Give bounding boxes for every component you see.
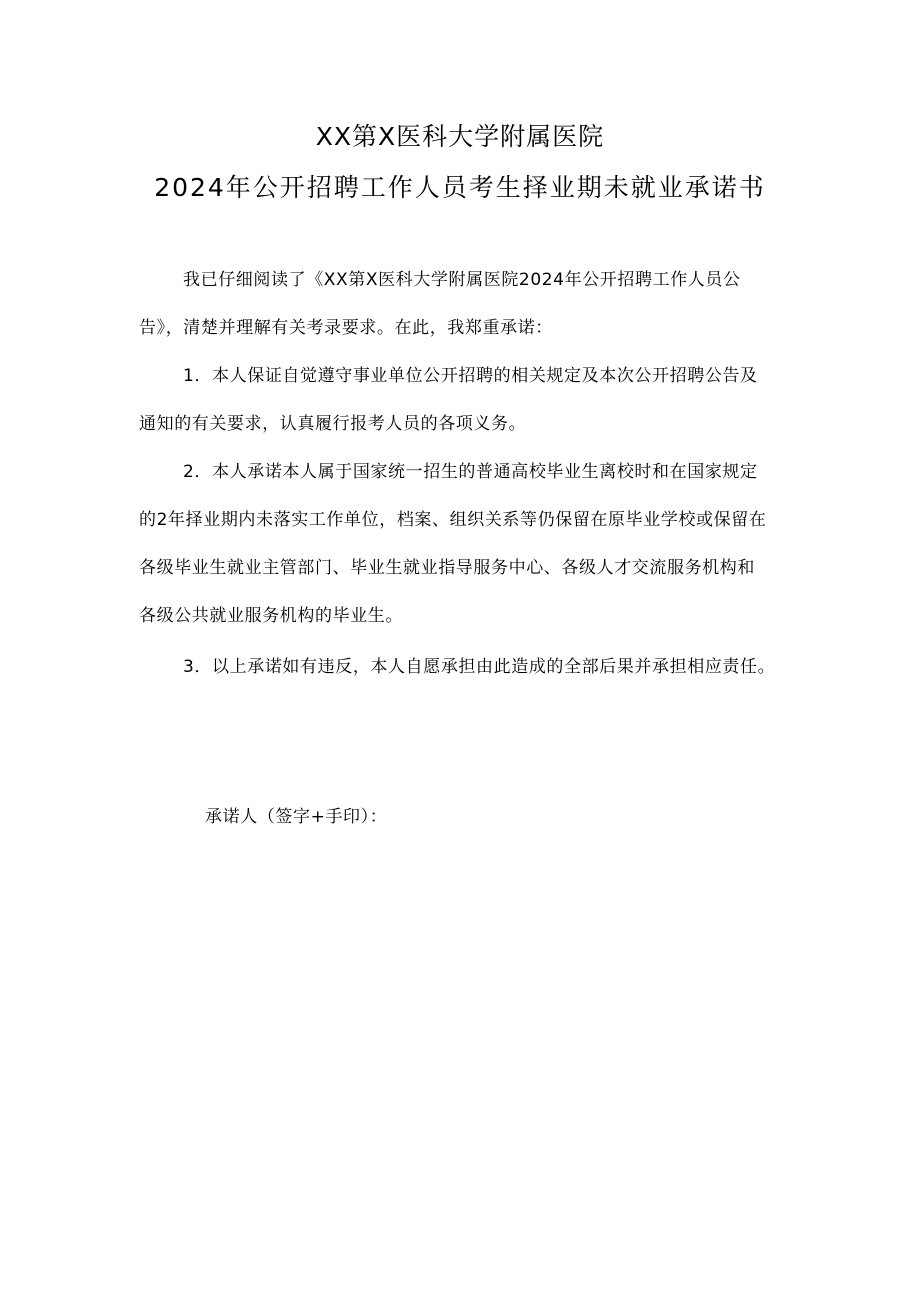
pledge-item-2-line: 2．本人承诺本人属于国家统一招生的普通高校毕业生离校时和在国家规定 (183, 462, 758, 482)
intro-paragraph-line: 我已仔细阅读了《XX第X医科大学附属医院2024年公开招聘工作人员公 (183, 270, 741, 290)
pledge-item-2-line: 各级毕业生就业主管部门、毕业生就业指导服务中心、各级人才交流服务机构和 (139, 558, 755, 578)
pledge-item-2-line: 各级公共就业服务机构的毕业生。 (139, 606, 403, 626)
document-title-institution: XX第X医科大学附属医院 (315, 122, 605, 151)
signature-label: 承诺人（签字+手印）： (205, 807, 388, 827)
pledge-item-3-line: 3．以上承诺如有违反，本人自愿承担由此造成的全部后果并承担相应责任。 (183, 657, 776, 677)
pledge-item-1-line: 通知的有关要求，认真履行报考人员的各项义务。 (139, 414, 527, 434)
pledge-item-1-line: 1．本人保证自觉遵守事业单位公开招聘的相关规定及本次公开招聘公告及 (183, 366, 758, 386)
intro-paragraph-line: 告》，清楚并理解有关考录要求。在此，我郑重承诺： (139, 318, 553, 338)
document-title-pledge: 2024年公开招聘工作人员考生择业期未就业承诺书 (154, 173, 766, 202)
pledge-item-2-line: 的2年择业期内未落实工作单位，档案、组织关系等仍保留在原毕业学校或保留在 (139, 510, 767, 530)
